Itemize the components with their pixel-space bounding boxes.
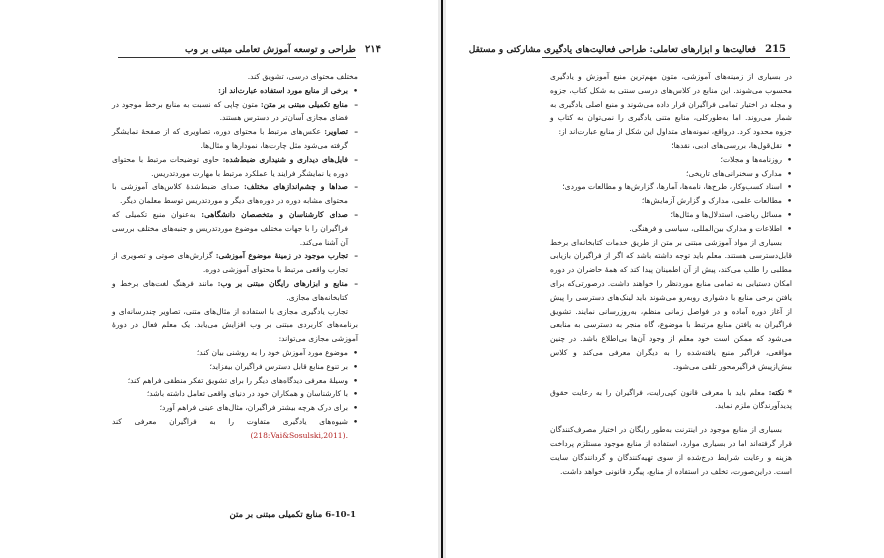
- right-page-header-title: فعالیت‌ها و ابزارهای تعاملی: طراحی فعالیت‌های یادگیری مشارکتی و مستقل: [468, 45, 756, 55]
- left-header-rule: [118, 57, 356, 58]
- right-paragraph: بسیاری از مواد آموزشی مبتنی بر متن از طریق خدمات کتابخانه‌ای برخط قابل‌دسترسی هستند. معلم باید توجه داشته باشد که اگر از فراگیران بازیابی مطلبی را طلب می‌کند، پیش از آن اطمینان پیدا کند که همهٔ حاضران در دوره امکان دستیابی به تمامی منابع موردنظر را خواهند داشت. درصورتی‌که برای یافتن برخی منابع با دشواری روبه‌رو می‌شوند باید لینک‌های دسترسی را پیش از آغاز دوره آماده و در فواصل زمانی منظم، به‌روزرسانی نمایند. تشویق فراگیران به یافتن منابع مرتبط با موضوع، گاه منجر به دسترسی به منابعی می‌شود که ممکن است خود معلم از وجود آن‌ها بی‌اطلاع باشد. در چنین مواقعی، فراگیر منبع یافته‌شده را به دیگران معرفی می‌کند و کلاس بیش‌ازپیش فراگیرمحور تلقی می‌شود.: [550, 237, 792, 371]
- left-item-text: گزارش‌های صوتی و تصویری از تجارب واقعی مرتبط با محتوای آموزشی دوره.: [112, 251, 348, 275]
- right-page-number: 215: [765, 44, 786, 55]
- left-page-header-title: طراحی و توسعه آموزش تعاملی مبتنی بر وب: [185, 45, 356, 55]
- left-item-term: صداها و چشم‌اندازهای مختلف:: [243, 182, 348, 192]
- right-bullet: • مدارک و سخنرانی‌های تاریخی؛: [550, 167, 792, 181]
- left-item-term: صدای کارشناسان و متخصصان دانشگاهی:: [201, 209, 348, 219]
- left-item: [112, 277, 358, 305]
- left-item-text: حاوی توضیحات مرتبط با محتوای دوره یا نمایشگر فرایند یا عملکرد مرتبط با مهارت موردتدریس.: [112, 154, 348, 178]
- right-page-header: [469, 44, 792, 55]
- left-bullet: • برای درک هرچه بیشتر فراگیران، مثال‌های عینی فراهم آورد؛: [112, 401, 358, 415]
- left-intro: مختلف محتوای درسی، تشویق کند.: [247, 72, 358, 81]
- right-bullet: • نقل‌قول‌ها، بررسی‌های ادبی، نقدها؛: [550, 139, 792, 153]
- left-item-text: صدای ضبط‌شدهٔ کلاس‌های آموزشی با محتوای مشابه دوره در دوره‌های دیگر و موردتدریس توسط معلمان دیگر.: [112, 182, 348, 206]
- right-bullet: • روزنامه‌ها و مجلات؛: [550, 153, 792, 167]
- left-page: [0, 0, 438, 558]
- right-paragraph: در بسیاری از زمینه‌های آموزشی، متون مهم‌ترین منبع آموزش و یادگیری محسوب می‌شوند. این منابع در کلاس‌های درسی سنتی به شکل کتاب، جزوه و مجله در اختیار تمامی فراگیران قرار داده می‌شوند و منبع اصلی یادگیری به شمار می‌روند. اما به‌طورکلی، منابع متنی یادگیری را نمی‌توان به کتاب و جزوه محدود کرد. درواقع، نمونه‌های متداول این شکل از منابع عبارت‌اند از:: [550, 72, 792, 137]
- left-item-text: عکس‌های مرتبط با محتوای دوره، تصاویری که از صفحهٔ نمایشگر گرفته می‌شود مثل چارت‌ها، نمودارها و مثال‌ها.: [112, 127, 348, 150]
- left-bullet: • با کارشناسان و همکاران خود در دنیای واقعی تعامل داشته باشد؛: [112, 387, 358, 401]
- left-item: [112, 208, 358, 249]
- left-bullet: • وسیلهٔ معرفی دیدگاه‌های دیگر را برای تشویق تفکر منطقی فراهم کند؛: [112, 374, 358, 388]
- section-title: 6-10-1 منابع تکمیلی مبتنی بر متن: [229, 510, 356, 520]
- right-bullet: • مسائل ریاضی، استدلال‌ها و مثال‌ها؛: [550, 208, 792, 222]
- left-item: [112, 180, 358, 208]
- left-bullet-text: شیوه‌های یادگیری متفاوت را به فراگیران معرفی کند: [112, 416, 348, 426]
- left-bullet: • بر تنوع منابع قابل دسترس فراگیران بیفزاید؛: [112, 360, 358, 374]
- left-item: [112, 249, 358, 277]
- right-bullet: • اطلاعات و مدارک بین‌المللی، سیاسی و فرهنگی.: [550, 222, 792, 236]
- right-paragraph: بسیاری از منابع موجود در اینترنت به‌طور رایگان در اختیار مصرف‌کنندگان قرار گرفته‌اند اما در بسیاری موارد، استفاده از منابع موجود مستلزم پرداخت هزینه و رعایت شرایط درج‌شده از سوی تهیه‌کنندگان و گردانندگان سایت است. دراین‌صورت، تخلف در استفاده از منابع، پیگرد قانونی خواهد داشت.: [550, 425, 792, 476]
- left-page-number: ۲۱۴: [364, 44, 382, 55]
- left-item-term: تجارب موجود در زمینهٔ موضوع آموزشی:: [215, 251, 348, 261]
- left-item: [112, 125, 358, 153]
- right-bullet: • مطالعات علمی، مدارک و گزارش آزمایش‌ها؛: [550, 194, 792, 208]
- right-bullet: • اسناد کسب‌وکار، طرح‌ها، نامه‌ها، آمارها، گزارش‌ها و مطالعات موردی؛: [550, 180, 792, 194]
- right-page: [446, 0, 884, 558]
- citation: (218:Vai&Sosulski,2011).: [250, 430, 348, 440]
- left-page-header: [185, 44, 387, 55]
- right-page-body: [550, 70, 792, 478]
- left-item: [112, 153, 358, 181]
- left-bullet: • موضوع مورد آموزش خود را به روشنی بیان کند؛: [112, 346, 358, 360]
- note: [550, 386, 792, 414]
- left-item-term: منابع و ابزارهای رایگان مبتنی بر وب:: [217, 278, 348, 288]
- left-item-term: فایل‌های دیداری و شنیداری ضبط‌شده:: [222, 154, 349, 164]
- right-header-rule: [542, 57, 790, 58]
- left-item-text: مانند فرهنگ لغت‌های برخط و کتابخانه‌های مجازی.: [112, 278, 348, 302]
- left-list-title: • برخی از منابع مورد استفاده عبارت‌اند از:: [112, 84, 358, 98]
- left-bullet: [112, 415, 358, 443]
- note-text: معلم باید با معرفی قانون کپی‌رایت، فراگیران را به رعایت حقوق پدیدآورندگان ملزم نماید.: [550, 387, 792, 411]
- left-item-term: منابع تکمیلی مبتنی بر متن:: [260, 99, 348, 109]
- note-label: * نکته:: [768, 387, 793, 397]
- left-item-text: متون چاپی که نسبت به منابع برخط موجود در فضای مجازی آسان‌تر در دسترس هستند.: [112, 99, 348, 123]
- left-item: [112, 98, 358, 126]
- gutter-line: [441, 0, 443, 558]
- left-paragraph: تجارب یادگیری مجازی با استفاده از مثال‌های متنی، تصاویر چندرسانه‌ای و برنامه‌های کاربردی مبتنی بر وب افزایش می‌یابد. یک معلم فعال در دورهٔ آموزشی مجازی می‌تواند:: [112, 306, 358, 344]
- left-item-term: تصاویر:: [324, 127, 348, 137]
- left-item-text: به‌عنوان منبع تکمیلی که فراگیران را با جهات مختلف موضوع موردتدریس و جنبه‌های مختلف بررسی آن آشنا می‌کند.: [112, 209, 348, 247]
- left-page-body: [112, 70, 358, 443]
